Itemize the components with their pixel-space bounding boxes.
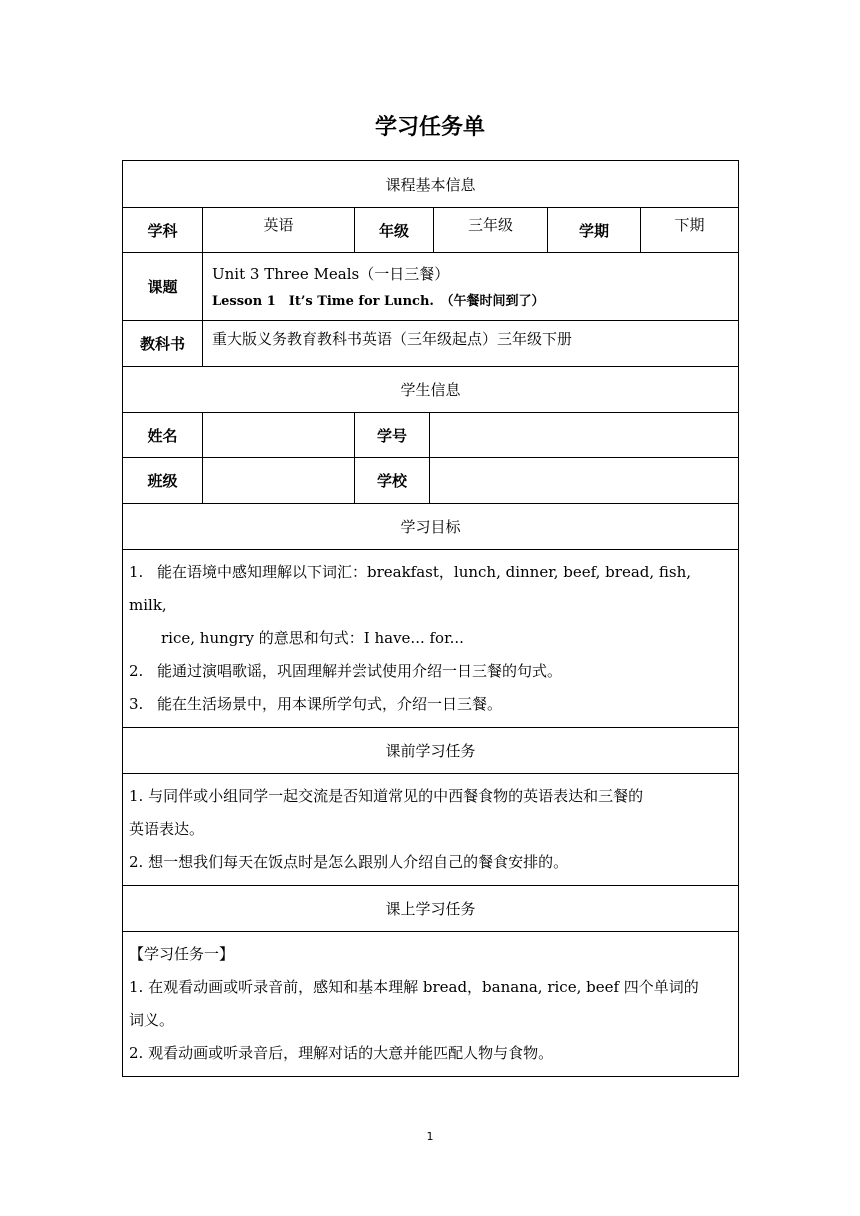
pre-tasks-content bbox=[123, 774, 739, 886]
class-task-item: 1. 在观看动画或听录音前，感知和基本理解 bread，banana, rice, beef 四个单词的 bbox=[129, 978, 699, 996]
class-field bbox=[203, 458, 355, 504]
goals-content bbox=[123, 550, 739, 728]
textbook-value: 重大版义务教育教科书英语（三年级起点）三年级下册 bbox=[203, 321, 739, 367]
task-table bbox=[122, 160, 739, 1077]
class-task-item: 2. 观看动画或听录音后，理解对话的大意并能匹配人物与食物。 bbox=[129, 1044, 554, 1062]
class-task-item-cont: 词义。 bbox=[129, 1011, 175, 1029]
class-task-title: 【学习任务一】 bbox=[129, 945, 235, 963]
term-label: 学期 bbox=[548, 208, 641, 253]
page-title: 学习任务单 bbox=[374, 115, 485, 140]
goals-heading: 学习目标 bbox=[123, 504, 739, 550]
name-label: 姓名 bbox=[123, 413, 203, 458]
goal-item: 1. 能在语境中感知理解以下词汇：breakfast，lunch, dinner, beef, bread, fish, milk, bbox=[129, 563, 692, 614]
topic-label: 课题 bbox=[123, 253, 203, 321]
topic-cell bbox=[203, 253, 739, 321]
school-label: 学校 bbox=[355, 458, 430, 504]
pre-task-item: 2. 想一想我们每天在饭点时是怎么跟别人介绍自己的餐食安排的。 bbox=[129, 853, 569, 871]
basic-info-heading: 课程基本信息 bbox=[123, 161, 739, 208]
student-id-field bbox=[430, 413, 739, 458]
page-number: 1 bbox=[426, 1130, 434, 1143]
goal-item-cont: rice, hungry 的意思和句式：I have... for... bbox=[161, 629, 464, 647]
goal-item: 2. 能通过演唱歌谣，巩固理解并尝试使用介绍一日三餐的句式。 bbox=[129, 662, 563, 680]
topic-line1: Unit 3 Three Meals（一日三餐） bbox=[212, 264, 450, 283]
pre-task-item: 1. 与同伴或小组同学一起交流是否知道常见的中西餐食物的英语表达和三餐的 bbox=[129, 787, 644, 805]
subject-value: 英语 bbox=[203, 208, 355, 253]
grade-value: 三年级 bbox=[434, 208, 548, 253]
topic-line2: Lesson 1 It’s Time for Lunch. （午餐时间到了） bbox=[212, 293, 545, 309]
class-tasks-content bbox=[123, 932, 739, 1077]
subject-label: 学科 bbox=[123, 208, 203, 253]
pre-task-item-cont: 英语表达。 bbox=[129, 820, 205, 838]
student-id-label: 学号 bbox=[355, 413, 430, 458]
school-field bbox=[430, 458, 739, 504]
textbook-label: 教科书 bbox=[123, 321, 203, 367]
student-info-heading: 学生信息 bbox=[123, 367, 739, 413]
class-label: 班级 bbox=[123, 458, 203, 504]
goal-item: 3. 能在生活场景中，用本课所学句式，介绍一日三餐。 bbox=[129, 695, 503, 713]
name-field bbox=[203, 413, 355, 458]
class-tasks-heading: 课上学习任务 bbox=[123, 886, 739, 932]
grade-label: 年级 bbox=[355, 208, 434, 253]
term-value: 下期 bbox=[641, 208, 739, 253]
pre-tasks-heading: 课前学习任务 bbox=[123, 728, 739, 774]
